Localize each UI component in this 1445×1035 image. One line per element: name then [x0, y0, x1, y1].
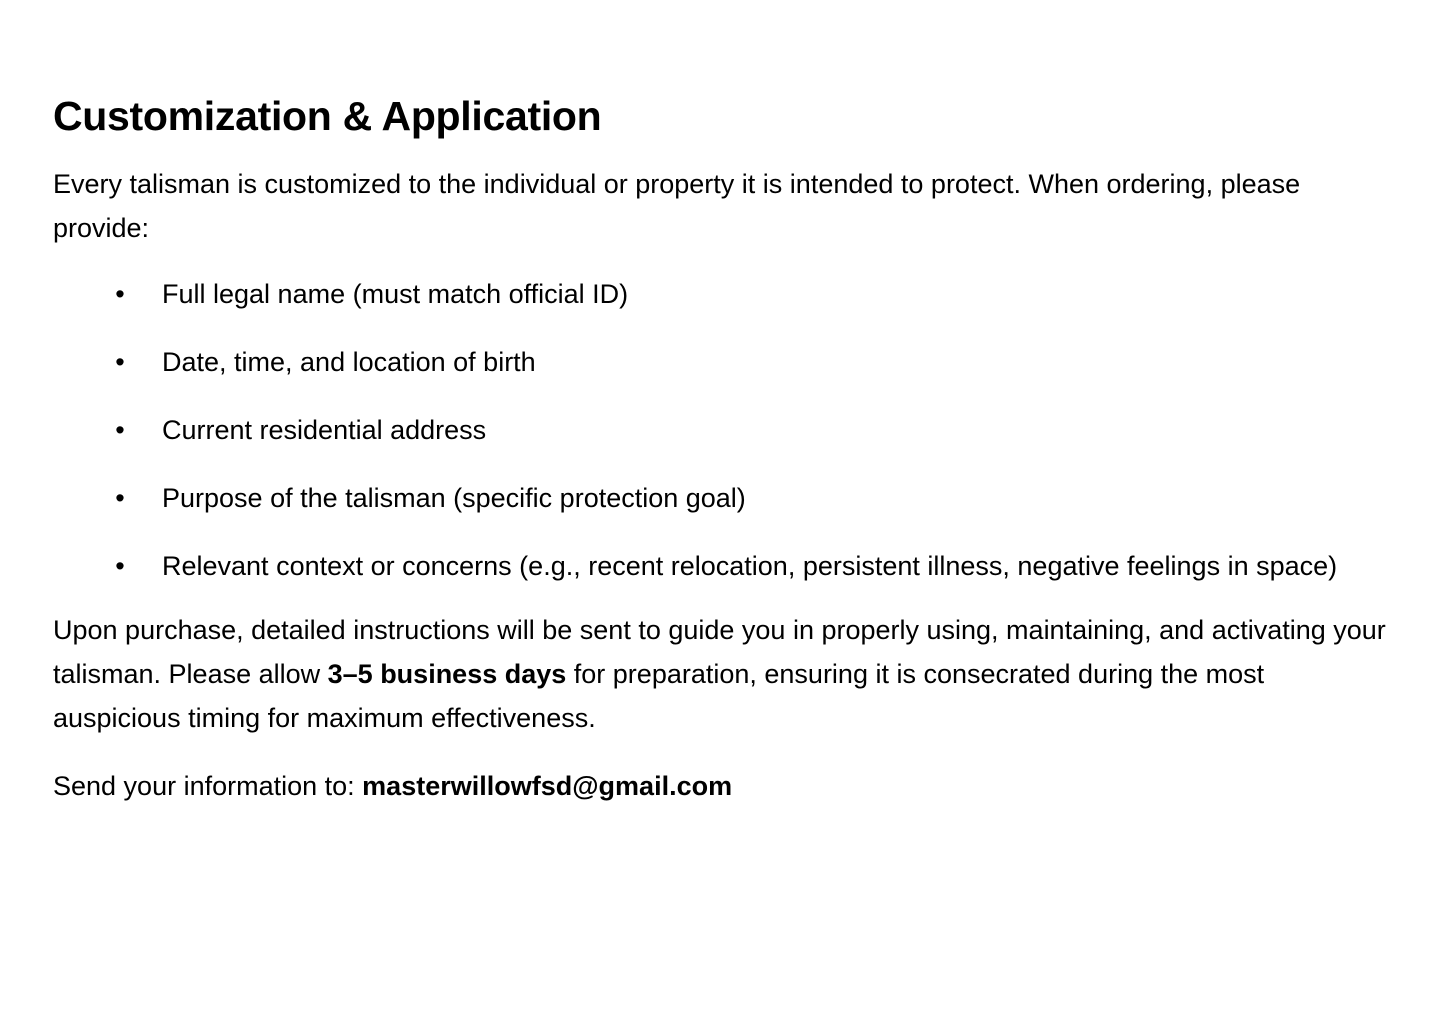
bullet-icon: •	[115, 279, 125, 309]
section-heading: Customization & Application	[53, 93, 602, 139]
list-item	[53, 272, 1395, 316]
bullet-icon: •	[115, 483, 125, 513]
bullet-icon: •	[115, 415, 125, 445]
instructions-text-before: Upon purchase, detailed instructions will be sent to guide you in properly using, maintaining, and activating your talisman. Please allow	[53, 615, 1386, 689]
list-item	[53, 408, 1395, 452]
list-item-text: Purpose of the talisman (specific protection goal)	[162, 483, 746, 513]
contact-email: masterwillowfsd@gmail.com	[362, 771, 733, 801]
bullet-icon: •	[115, 347, 125, 377]
contact-paragraph	[53, 764, 1395, 808]
list-item	[53, 340, 1395, 384]
instructions-paragraph	[53, 608, 1395, 740]
list-item-text: Relevant context or concerns (e.g., recent relocation, persistent illness, negative feelings in space)	[162, 551, 1338, 581]
preparation-time: 3–5 business days	[327, 659, 567, 689]
bullet-icon: •	[115, 551, 125, 581]
contact-label: Send your information to:	[53, 771, 363, 801]
list-item-text: Full legal name (must match official ID)	[162, 279, 629, 309]
instructions-text-after: for preparation, ensuring it is consecrated during the most auspicious timing for maximum effectiveness.	[53, 659, 1265, 733]
list-item-text: Current residential address	[162, 415, 487, 445]
list-item-text: Date, time, and location of birth	[162, 347, 536, 377]
intro-paragraph: Every talisman is customized to the individual or property it is intended to protect. When ordering, please provide:	[53, 169, 1301, 243]
list-item	[53, 476, 1395, 520]
list-item	[53, 544, 1395, 588]
requirements-list	[53, 272, 1395, 588]
